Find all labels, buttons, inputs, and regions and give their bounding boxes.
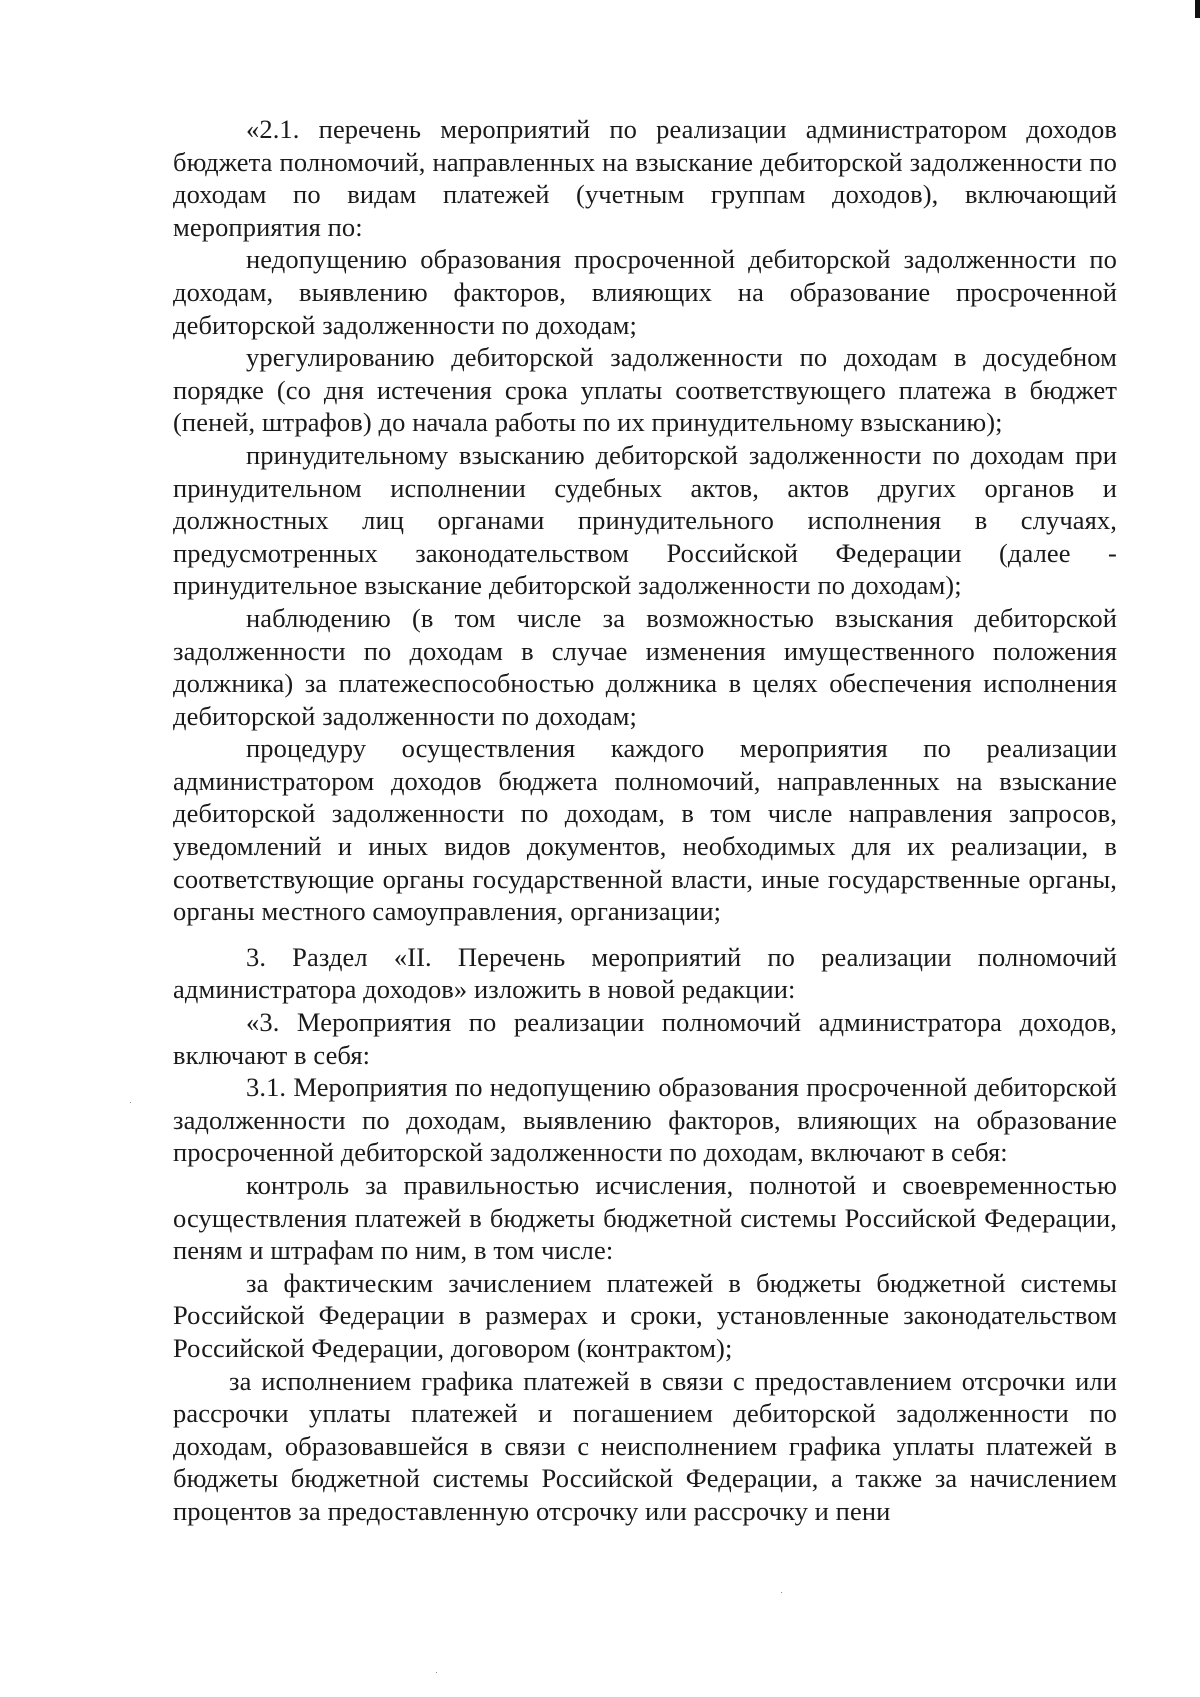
paragraph-actual-crediting: за фактическим зачислением платежей в бюджеты бюджетной системы Российской Федерации в размерах и сроки, установленные законодательством Российской Федерации, договором (контрактом); [173,1267,1117,1363]
document-body [173,113,1117,1528]
paragraph-3-1: 3.1. Мероприятия по недопущению образования просроченной дебиторской задолженности по доходам, выявлению факторов, влияющих на образование просроченной дебиторской задолженности по доходам, включают в себя: [173,1072,1117,1168]
scan-speck [130,1102,131,1103]
paragraph-2-1: «2.1. перечень мероприятий по реализации администратором доходов бюджета полномочий, направленных на взыскание дебиторской задолженности по доходам по видам платежей (учетным группам доходов), включающий мероприятия по: [173,114,1117,242]
paragraph-section-3: 3. Раздел «II. Перечень мероприятий по реализации полномочий администратора доходов» изложить в новой редакции: [173,941,1117,1005]
paragraph-prevention: недопущению образования просроченной дебиторской задолженности по доходам, выявлению факторов, влияющих на образование просроченной дебиторской задолженности по доходам; [173,244,1117,340]
paragraph-payment-schedule: за исполнением графика платежей в связи с предоставлением отсрочки или рассрочки уплаты платежей и погашением дебиторской задолженности по доходам, образовавшейся в связи с неисполнением графика уплаты платежей в бюджеты бюджетной системы Российской Федерации, а также за начислением процентов за предоставленную отсрочку или рассрочку и пени [173,1365,1117,1526]
scan-speck [436,1672,437,1673]
scan-corner-mark [1195,0,1200,18]
paragraph-procedure: процедуру осуществления каждого мероприятия по реализации администратором доходов бюджета полномочий, направленных на взыскание дебиторской задолженности по доходам, в том числе направления запросов, уведомлений и иных видов документов, необходимых для их реализации, в соответствующие органы государственной власти, иные государственные органы, органы местного самоуправления, организации; [173,733,1117,927]
paragraph-monitoring: наблюдению (в том числе за возможностью взыскания дебиторской задолженности по доходам в случае изменения имущественного положения должника) за платежеспособностью должника в целях обеспечения исполнения дебиторской задолженности по доходам; [173,602,1117,731]
scan-speck [781,1592,782,1593]
paragraph-pretrial-settlement: урегулированию дебиторской задолженности по доходам в досудебном порядке (со дня истечения срока уплаты соответствующего платежа в бюджет (пеней, штрафов) до начала работы по их принудительному взысканию); [173,342,1117,438]
paragraph-control: контроль за правильностью исчисления, полнотой и своевременностью осуществления платежей в бюджеты бюджетной системы Российской Федерации, пеням и штрафам по ним, в том числе: [173,1170,1117,1266]
paragraph-enforced-collection: принудительному взысканию дебиторской задолженности по доходам при принудительном исполнении судебных актов, актов других органов и должностных лиц органами принудительного исполнения в случаях, предусмотренных законодательством Российской Федерации (далее - принудительное взыскание дебиторской задолженности по доходам); [173,439,1117,601]
paragraph-3: «3. Мероприятия по реализации полномочий администратора доходов, включают в себя: [173,1007,1117,1070]
